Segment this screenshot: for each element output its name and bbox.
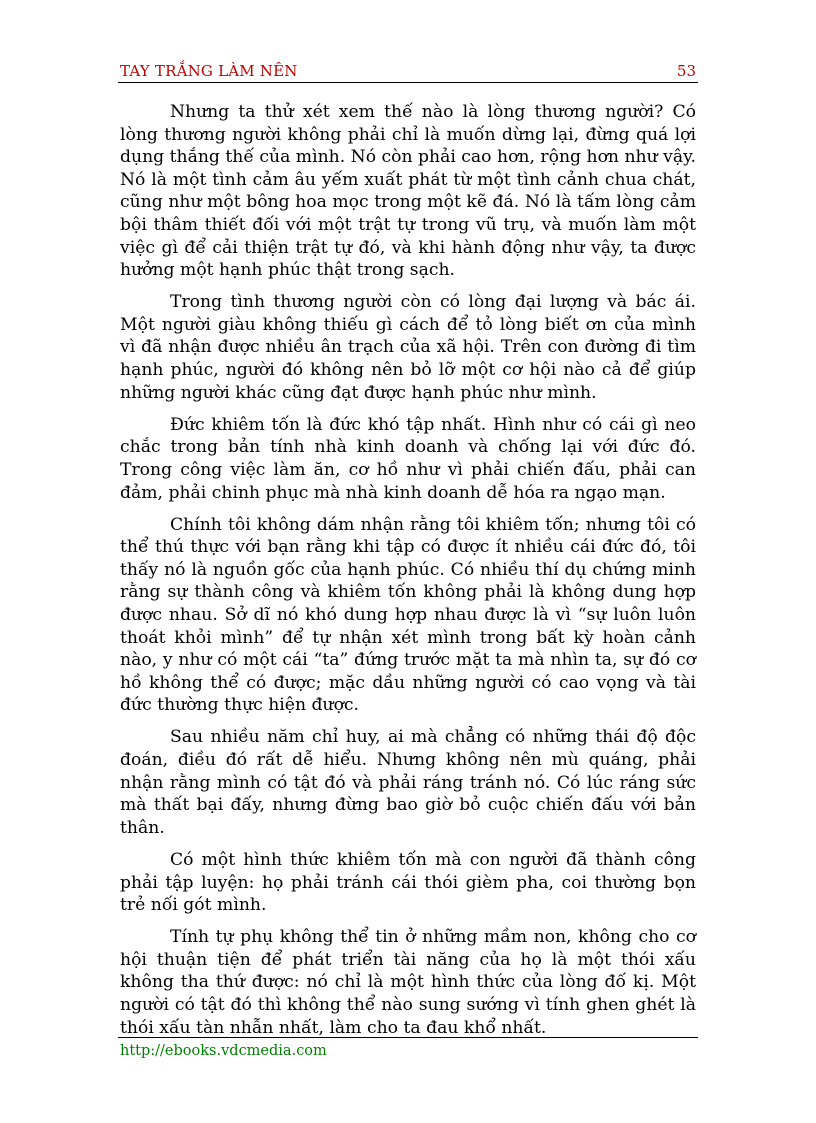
page-body — [120, 101, 696, 1049]
paragraph-2: Trong tình thương người còn có lòng đại lượng và bác ái. Một người giàu không thiếu gì cách để tỏ lòng biết ơn của mình vì đã nhận được nhiều ân trạch của xã hội. Trên con đường đi tìm hạnh phúc, người đó không nên bỏ lỡ một cơ hội nào cả để giúp những người khác cũng đạt được hạnh phúc như mình. — [120, 292, 696, 403]
paragraph-4: Chính tôi không dám nhận rằng tôi khiêm tốn; nhưng tôi có thể thú thực với bạn rằng khi tập có được ít nhiều cái đức đó, tôi thấy nó là nguồn gốc của hạnh phúc. Có nhiều thí dụ chứng minh rằng sự thành công và khiêm tốn không phải là không dung hợp được nhau. Sở dĩ nó khó dung hợp nhau được là vì “sự luôn luôn thoát khỏi mình” để tự nhận xét mình trong bất kỳ hoàn cảnh nào, y như có một cái “ta” đứng trước mặt ta mà nhìn ta, sự đó cơ hồ không thể có được; mặc dầu những người có cao vọng và tài đức thường thực hiện được. — [120, 514, 696, 716]
page-header — [118, 62, 698, 83]
book-title: TAY TRẮNG LÀM NÊN — [120, 62, 298, 80]
footer-website-link[interactable]: http://ebooks.vdcmedia.com — [120, 1043, 327, 1059]
paragraph-1: Nhưng ta thử xét xem thế nào là lòng thương người? Có lòng thương người không phải chỉ là muốn dừng lại, đừng quá lợi dụng thắng thế của mình. Nó còn phải cao hơn, rộng hơn như vậy. Nó là một tình cảm âu yếm xuất phát từ một tình cảnh chua chát, cũng như một bông hoa mọc trong một kẽ đá. Nó là tấm lòng cảm bội thâm thiết đối với một trật tự trong vũ trụ, và muốn làm một việc gì để cải thiện trật tự đó, và khi hành động như vậy, ta được hưởng một hạnh phúc thật trong sạch. — [120, 102, 696, 281]
page-number: 53 — [676, 62, 696, 80]
paragraph-3: Đức khiêm tốn là đức khó tập nhất. Hình như có cái gì neo chắc trong bản tính nhà kinh doanh và chống lại với đức đó. Trong công việc làm ăn, cơ hồ như vì phải chiến đấu, phải can đảm, phải chinh phục mà nhà kinh doanh dễ hóa ra ngạo mạn. — [120, 414, 696, 503]
paragraph-7: Tính tự phụ không thể tin ở những mầm non, không cho cơ hội thuận tiện để phát triển tài năng của họ là một thói xấu không tha thứ được: nó chỉ là một hình thức của lòng đố kị. Một người có tật đó thì không thể nào sung sướng vì tính ghen ghét là thói xấu tàn nhẫn nhất, làm cho ta đau khổ nhất. — [120, 927, 696, 1038]
paragraph-5: Sau nhiều năm chỉ huy, ai mà chẳng có những thái độ độc đoán, điều đó rất dễ hiểu. Nhưng không nên mù quáng, phải nhận rằng mình có tật đó và phải ráng tránh nó. Có lúc ráng sức mà thất bại đấy, nhưng đừng bao giờ bỏ cuộc chiến đấu với bản thân. — [120, 727, 696, 838]
paragraph-6: Có một hình thức khiêm tốn mà con người đã thành công phải tập luyện: họ phải tránh cái thói gièm pha, coi thường bọn trẻ nối gót mình. — [120, 849, 696, 916]
footer-divider — [118, 1037, 698, 1038]
